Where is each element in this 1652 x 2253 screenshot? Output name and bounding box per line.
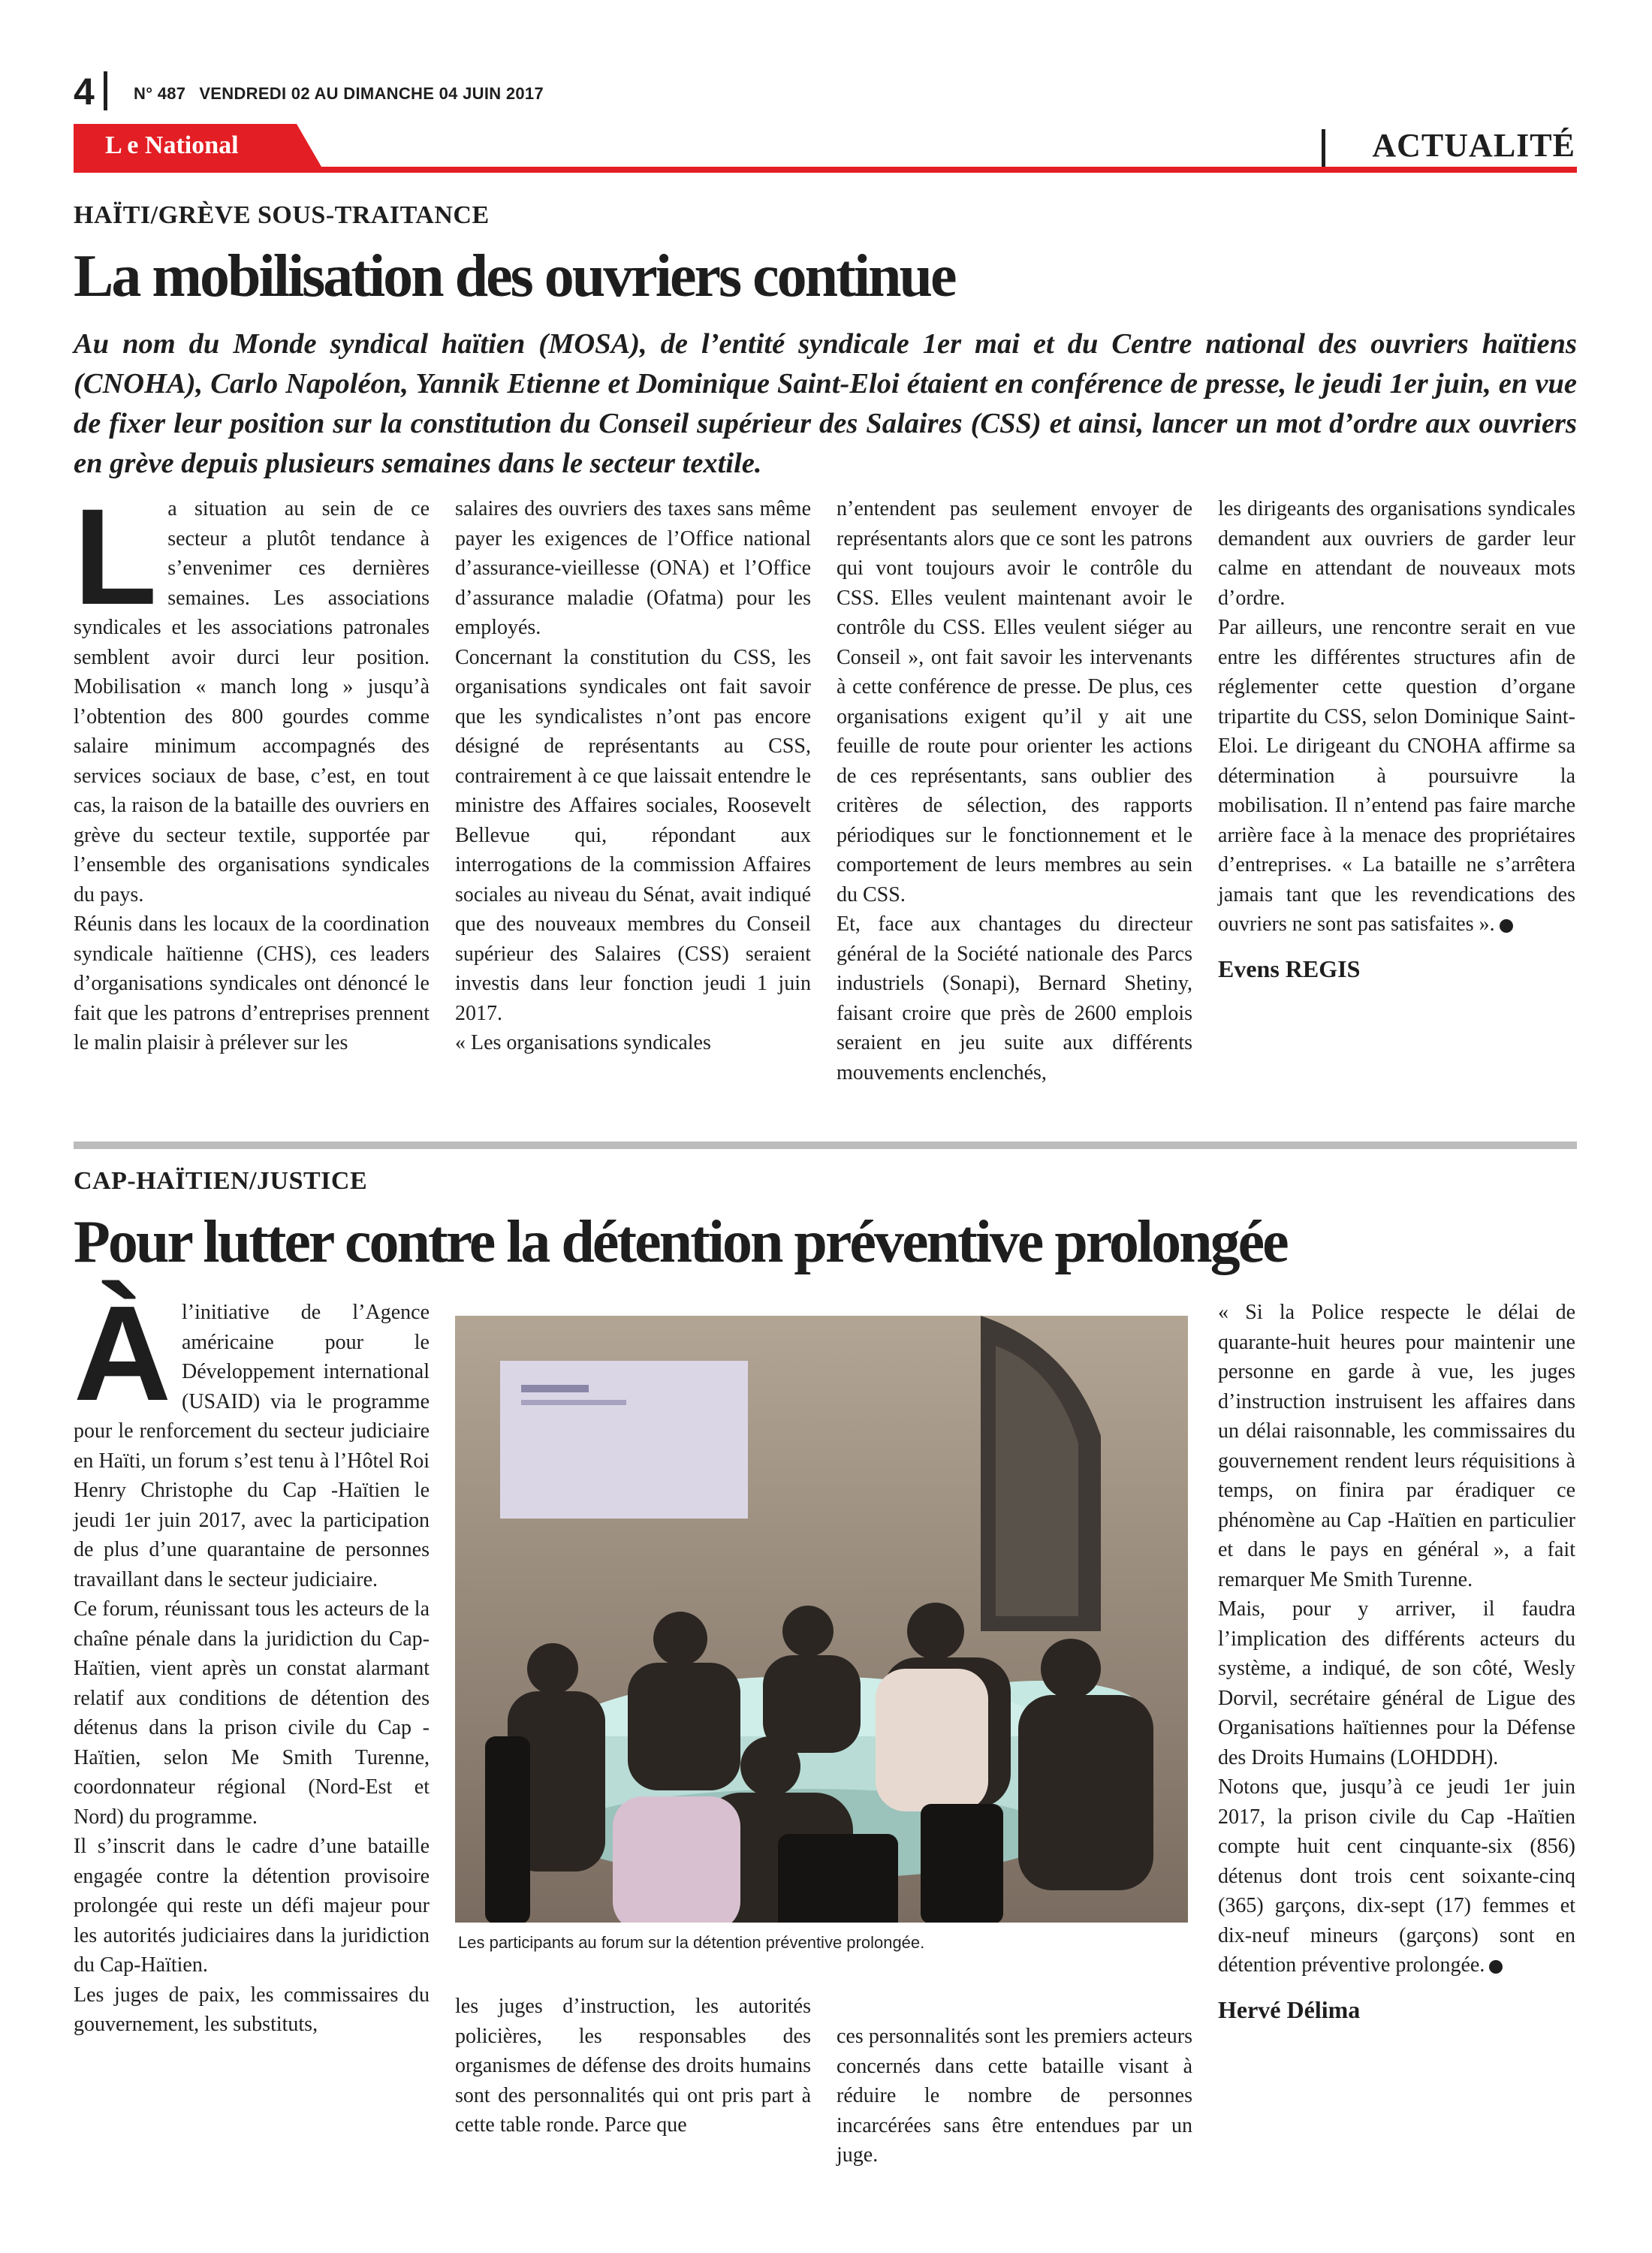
article2-headline: Pour lutter contre la détention préventive prolongée <box>74 1209 1287 1275</box>
article2-paragraph: Ce forum, réunissant tous les acteurs de la chaîne pénale dans la juridiction du Cap-Haïtien, vient après un constat alarmant relatif aux conditions de détention des détenus dans la prison civile du Cap -Haïtien, selon Me Smith Turenne, coordonnateur régional (Nord-Est et Nord) du programme. <box>74 1597 430 1829</box>
issue-line <box>134 84 544 104</box>
article2-byline: Hervé Délima <box>1218 1995 1361 2023</box>
article1-dropcap: L <box>74 480 158 633</box>
article-separator <box>74 1142 1577 1149</box>
article1-paragraph: salaires des ouvriers des taxes sans même payer les exigences de l’Office national d’assurance-vieillesse (ONA) et l’Office d’assurance maladie (Ofatma) pour les employés. <box>455 497 811 639</box>
article1-column-2 <box>455 494 811 1058</box>
article2-paragraph: l’initiative de l’Agence américaine pour le Développement international (USAID) via le programme pour le renforcement du secteur judiciaire en Haïti, un forum s’est tenu à l’Hôtel Roi Henry Christophe du Cap -Haïtien le jeudi 1er juin 2017, avec la participation de plus d’une quarantaine de personnes travaillant dans le secteur judiciaire. <box>74 1301 430 1591</box>
article2-column-2 <box>455 1992 811 2140</box>
forum-photo-illustration <box>455 1316 1188 1923</box>
article1-column-1 <box>74 480 430 1058</box>
article2-paragraph: Mais, pour y arriver, il faudra l’implication des différents acteurs du système, a indiqué, de son côté, Wesly Dorvil, secrétaire général de Ligue des Organisations haïtiennes pour la Défense des Droits Humains (LOHDDH). <box>1218 1597 1575 1769</box>
photo-caption: Les participants au forum sur la détention préventive prolongée. <box>458 1933 925 1952</box>
article1-paragraph: Et, face aux chantages du directeur général de la Société nationale des Parcs industriels (Sonapi), Bernard Shetiny, faisant croire que près de 2600 emplois seraient en jeu suite aux différents mouvements enclenchés, <box>837 912 1192 1084</box>
article1-column-3 <box>837 494 1192 1087</box>
issue-date: VENDREDI 02 AU DIMANCHE 04 JUIN 2017 <box>199 84 544 103</box>
article2-paragraph-text: Notons que, jusqu’à ce jeudi 1er juin 2017, la prison civile du Cap -Haïtien compte huit cent cinquante-six (856) détenus dont trois cent soixante-cinq (365) garçons, dix-sept (17) femmes et dix-neuf mineurs (garçons) sont en détention préventive prolongée. <box>1218 1775 1575 1977</box>
article1-lead: Au nom du Monde syndical haïtien (MOSA), de l’entité syndicale 1er mai et du Centre national des ouvriers haïtiens (CNOHA), Carlo Napoléon, Yannik Etienne et Dominique Saint-Eloi étaient en conférence de presse, le jeudi 1er juin, en vue de fixer leur position sur la constitution du Conseil supérieur des Salaires (CSS) et ainsi, lancer un mot d’ordre aux ouvriers en grève depuis plusieurs semaines dans le secteur textile. <box>74 328 1577 479</box>
page-number: 4 <box>74 71 95 113</box>
article1-paragraph: n’entendent pas seulement envoyer de représentants alors que ce sont les patrons qui vont toujours avoir le contrôle du CSS. Elles veulent maintenant avoir le contrôle du CSS. Elles veulent siéger au Conseil », ont fait savoir les intervenants à cette conférence de presse. De plus, ces organisations exigent qu’il y ait une feuille de route pour orienter les actions de ces représentants, sans oublier des critères de sélection, des rapports périodiques sur le fonctionnement et le comportement de leurs membres au sein du CSS. <box>837 497 1192 906</box>
article1-column-4 <box>1218 494 1575 984</box>
article2-paragraph: Il s’inscrit dans le cadre d’une bataille engagée contre la détention provisoire prolongée qui reste un défi majeur pour les autorités judiciaires dans la juridiction du Cap-Haïtien. <box>74 1835 430 1977</box>
article2-paragraph: « Si la Police respecte le délai de quarante-huit heures pour maintenir une personne en garde à vue, les juges d’instruction instruisent les affaires dans un délai raisonnable, les commissaires du gouvernement rendent leurs réquisitions à temps, on finira par éradiquer ce phénomène au Cap -Haïtien en particulier et dans le pays en général », a fait remarquer Me Smith Turenne. <box>1218 1301 1575 1591</box>
section-label: ACTUALITÉ <box>1372 127 1575 164</box>
article2-column-1 <box>74 1278 430 2040</box>
article2-paragraph: Les juges de paix, les commissaires du gouvernement, les substituts, <box>74 1983 430 2036</box>
article1-kicker: HAÏTI/GRÈVE SOUS-TRAITANCE <box>74 201 490 229</box>
article1-paragraph-text: Par ailleurs, une rencontre serait en vue entre les différentes structures afin de réglementer cette question d’organe tripartite du CSS, selon Dominique Saint-Eloi. Le dirigeant du CNOHA affirme sa détermination à poursuivre la mobilisation. Il n’entend pas faire marche arrière face à la menace des propriétaires d’entreprises. « La bataille ne s’arrêtera jamais tant que les revendications des ouvriers ne sont pas satisfaites ». <box>1218 616 1575 936</box>
section-divider <box>1322 129 1325 167</box>
issue-number: N° 487 <box>134 84 186 103</box>
article2-column-3 <box>837 2022 1192 2170</box>
article1-byline: Evens REGIS <box>1218 955 1361 982</box>
article2-paragraph: les juges d’instruction, les autorités policières, les responsables des organismes de défense des droits humains sont des personnalités qui ont pris part à cette table ronde. Parce que <box>455 1995 811 2137</box>
header-rule <box>74 167 1577 173</box>
article1-paragraph: Concernant la constitution du CSS, les organisations syndicales ont fait savoir que les syndicalistes n’ont pas encore désigné de représentants au CSS, contrairement à ce que laissait entendre le ministre des Affaires sociales, Roosevelt Bellevue qui, répondant aux interrogations de la commission Affaires sociales au niveau du Sénat, avait indiqué que des nouveaux membres du Conseil supérieur des Salaires (CSS) seraient investis dans leur fonction jeudi 1 juin 2017. <box>455 645 811 1025</box>
article2-kicker: CAP-HAÏTIEN/JUSTICE <box>74 1167 368 1195</box>
end-mark-icon <box>1489 1960 1503 1974</box>
article1-headline: La mobilisation des ouvriers continue <box>74 243 955 309</box>
article2-dropcap: À <box>74 1278 171 1429</box>
article1-paragraph: a situation au sein de ce secteur a plutôt tendance à s’envenimer ces dernières semaines. Les associations syndicales et les associations patronales semblent avoir durci leur position. Mobilisation « manch long » jusqu’à l’obtention des 800 gourdes comme salaire minimum accompagnés des services sociaux de base, c’est, en tout cas, la raison de la bataille des ouvriers en grève du secteur textile, supportée par l’ensemble des organisations syndicales du pays. <box>74 497 430 906</box>
article1-paragraph-last <box>1218 613 1575 940</box>
article2-paragraph: ces personnalités sont les premiers acteurs concernés dans cette bataille visant à réduire le nombre de personnes incarcérées sans être entendues par un juge. <box>837 2025 1192 2167</box>
article2-paragraph-last <box>1218 1772 1575 1980</box>
page-number-divider <box>104 71 107 110</box>
article1-paragraph: Réunis dans les locaux de la coordination syndicale haïtienne (CHS), ces leaders d’organisations syndicales ont dénoncé le fait que les patrons d’entreprises prennent le malin plaisir à prélever sur les <box>74 912 430 1054</box>
brand-name: L e National <box>105 131 239 159</box>
article1-paragraph: « Les organisations syndicales <box>455 1031 711 1054</box>
end-mark-icon <box>1500 919 1513 933</box>
forum-photo <box>455 1316 1188 1923</box>
article1-paragraph: les dirigeants des organisations syndicales demandent aux ouvriers de garder leur calme en attendant de nouveaux mots d’ordre. <box>1218 497 1575 610</box>
article2-column-4 <box>1218 1298 1575 2025</box>
